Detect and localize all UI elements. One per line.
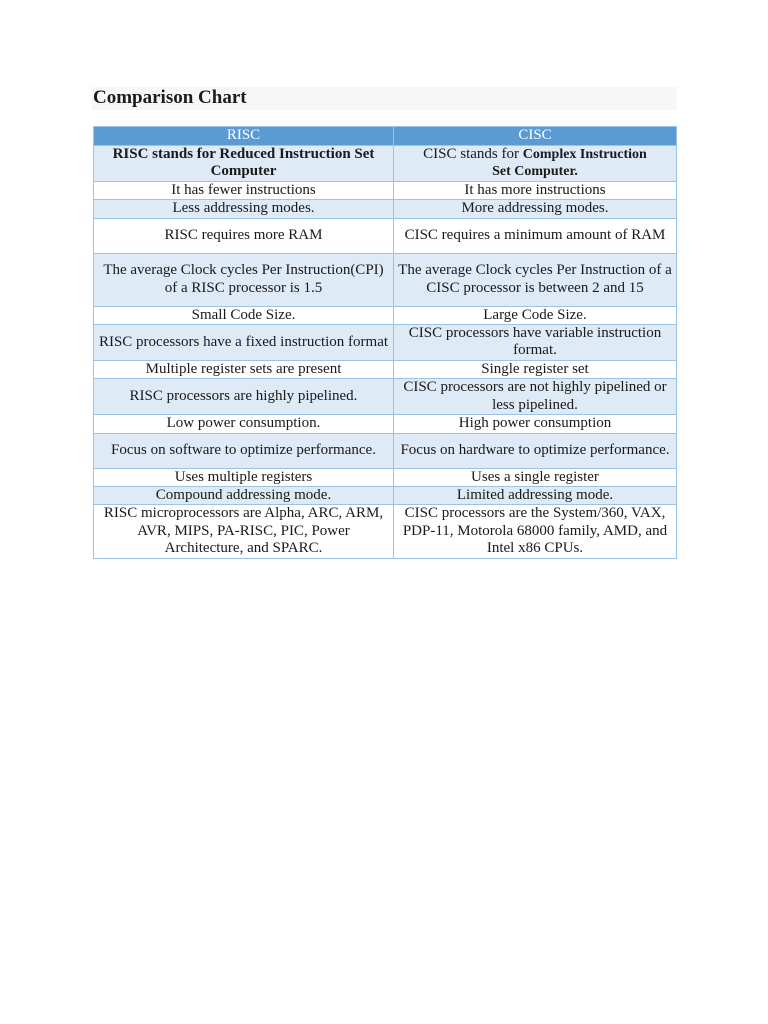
cell-risc: Uses multiple registers xyxy=(94,468,394,486)
cell-cisc: CISC requires a minimum amount of RAM xyxy=(394,218,677,253)
cisc-definition-prefix: CISC stands for xyxy=(423,146,523,162)
table-row-intro xyxy=(94,146,677,182)
header-risc: RISC xyxy=(94,127,394,146)
risc-definition-line1: RISC stands for Reduced Instruction Set xyxy=(112,146,375,162)
cell-cisc: CISC processors are not highly pipelined or less pipelined. xyxy=(394,379,677,415)
cell-cisc: Focus on hardware to optimize performance. xyxy=(394,433,677,468)
cell-risc: It has fewer instructions xyxy=(94,181,394,199)
cell-cisc: It has more instructions xyxy=(394,181,677,199)
cell-cisc: High power consumption xyxy=(394,415,677,433)
cell-cisc: Uses a single register xyxy=(394,468,677,486)
cell-cisc xyxy=(394,146,677,182)
cisc-definition-bold1: Complex Instruction xyxy=(522,147,647,162)
table-row xyxy=(94,468,677,486)
table-row xyxy=(94,360,677,378)
cell-risc: Low power consumption. xyxy=(94,415,394,433)
table-row xyxy=(94,505,677,558)
header-cisc: CISC xyxy=(394,127,677,146)
cisc-definition-bold2: Set Computer. xyxy=(492,164,578,180)
table-row xyxy=(94,218,677,253)
cell-cisc: CISC processors are the System/360, VAX, PDP-11, Motorola 68000 family, AMD, and Intel x86 CPUs. xyxy=(394,505,677,558)
cell-cisc: Large Code Size. xyxy=(394,306,677,324)
cell-risc: Less addressing modes. xyxy=(94,200,394,218)
cell-risc xyxy=(94,146,394,182)
cell-cisc: Limited addressing mode. xyxy=(394,487,677,505)
table-row xyxy=(94,415,677,433)
table-row xyxy=(94,487,677,505)
page-title: Comparison Chart xyxy=(93,87,247,108)
cell-risc: Small Code Size. xyxy=(94,306,394,324)
cell-risc: Multiple register sets are present xyxy=(94,360,394,378)
cell-risc: The average Clock cycles Per Instruction(CPI) of a RISC processor is 1.5 xyxy=(94,253,394,306)
risc-definition-line2: Computer xyxy=(210,163,277,180)
comparison-table xyxy=(93,126,677,559)
table-row xyxy=(94,325,677,361)
cell-risc: RISC requires more RAM xyxy=(94,218,394,253)
table-row xyxy=(94,306,677,324)
table-row xyxy=(94,253,677,306)
cell-risc: RISC microprocessors are Alpha, ARC, ARM, AVR, MIPS, PA-RISC, PIC, Power Architecture, and SPARC. xyxy=(94,505,394,558)
cell-cisc: CISC processors have variable instruction format. xyxy=(394,325,677,361)
table-header-row xyxy=(94,127,677,146)
cell-risc: Focus on software to optimize performance. xyxy=(94,433,394,468)
cell-risc: RISC processors are highly pipelined. xyxy=(94,379,394,415)
cell-risc: Compound addressing mode. xyxy=(94,487,394,505)
cell-cisc: The average Clock cycles Per Instruction of a CISC processor is between 2 and 15 xyxy=(394,253,677,306)
cell-cisc: Single register set xyxy=(394,360,677,378)
table-row xyxy=(94,379,677,415)
cell-cisc: More addressing modes. xyxy=(394,200,677,218)
table-row xyxy=(94,200,677,218)
table-row xyxy=(94,181,677,199)
table-row xyxy=(94,433,677,468)
cell-risc: RISC processors have a fixed instruction format xyxy=(94,325,394,361)
